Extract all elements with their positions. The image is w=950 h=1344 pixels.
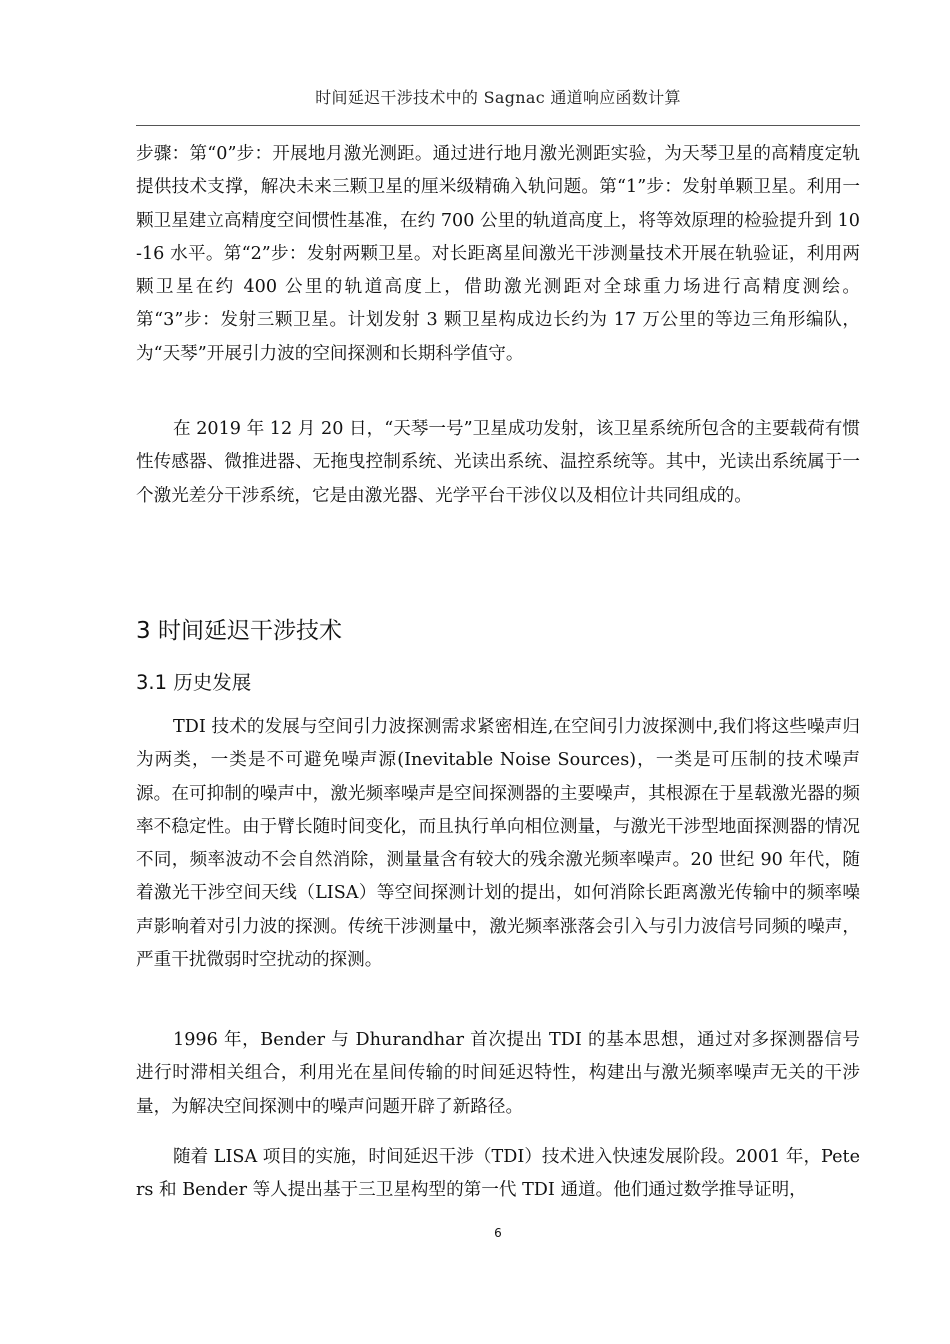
- section-heading: 3 时间延迟干涉技术: [136, 618, 342, 644]
- paragraph-tdi-background: TDI 技术的发展与空间引力波探测需求紧密相连,在空间引力波探测中,我们将这些噪声归为两类，一类是不可避免噪声源(Inevitable Noise Sources)，一类是可压制的技术噪声源。在可抑制的噪声中，激光频率噪声是空间探测器的主要噪声，其根源在于星载激光器的频率不稳定性。由于臂长随时间变化，而且执行单向相位测量，与激光干涉型地面探测器的情况不同，频率波动不会自然消除，测量量含有较大的残余激光频率噪声。20 世纪 90 年代，随着激光干涉空间天线（LISA）等空间探测计划的提出，如何消除长距离激光传输中的频率噪声影响着对引力波的探测。传统干涉测量中，激光频率涨落会引入与引力波信号同频的噪声，严重干扰微弱时空扰动的探测。: [136, 717, 860, 971]
- subsection-heading: 3.1 历史发展: [136, 671, 252, 694]
- paragraph-bender-dhurandhar: 1996 年，Bender 与 Dhurandhar 首次提出 TDI 的基本思想，通过对多探测器信号进行时滞相关组合，利用光在星间传输的时间延迟特性，构建出与激光频率噪声无关的干涉量，为解决空间探测中的噪声问题开辟了新路径。: [136, 1030, 860, 1117]
- page-number: 6: [494, 1226, 502, 1240]
- paragraph-tianqin-1-launch: 在 2019 年 12 月 20 日，“天琴一号”卫星成功发射，该卫星系统所包含的主要载荷有惯性传感器、微推进器、无拖曳控制系统、光读出系统、温控系统等。其中，光读出系统属于一个激光差分干涉系统，它是由激光器、光学平台干涉仪以及相位计共同组成的。: [136, 419, 860, 506]
- running-header: 时间延迟干涉技术中的 Sagnac 通道响应函数计算: [315, 88, 681, 107]
- paragraph-tianqin-steps: 步骤：第“0”步：开展地月激光测距。通过进行地月激光测距实验，为天琴卫星的高精度定轨提供技术支撑，解决未来三颗卫星的厘米级精确入轨问题。第“1”步：发射单颗卫星。利用一颗卫星建立高精度空间惯性基准，在约 700 公里的轨道高度上，将等效原理的检验提升到 10-16 水平。第“2”步：发射两颗卫星。对长距离星间激光干涉测量技术开展在轨验证，利用两颗卫星在约 400 公里的轨道高度上，借助激光测距对全球重力场进行高精度测绘。第“3”步：发射三颗卫星。计划发射 3 颗卫星构成边长约为 17 万公里的等边三角形编队，为“天琴”开展引力波的空间探测和长期科学值守。: [136, 144, 860, 364]
- header-divider: [136, 125, 860, 126]
- paragraph-lisa-development: 随着 LISA 项目的实施，时间延迟干涉（TDI）技术进入快速发展阶段。2001 年，Peters 和 Bender 等人提出基于三卫星构型的第一代 TDI 通道。他们通过数学推导证明，: [136, 1147, 860, 1201]
